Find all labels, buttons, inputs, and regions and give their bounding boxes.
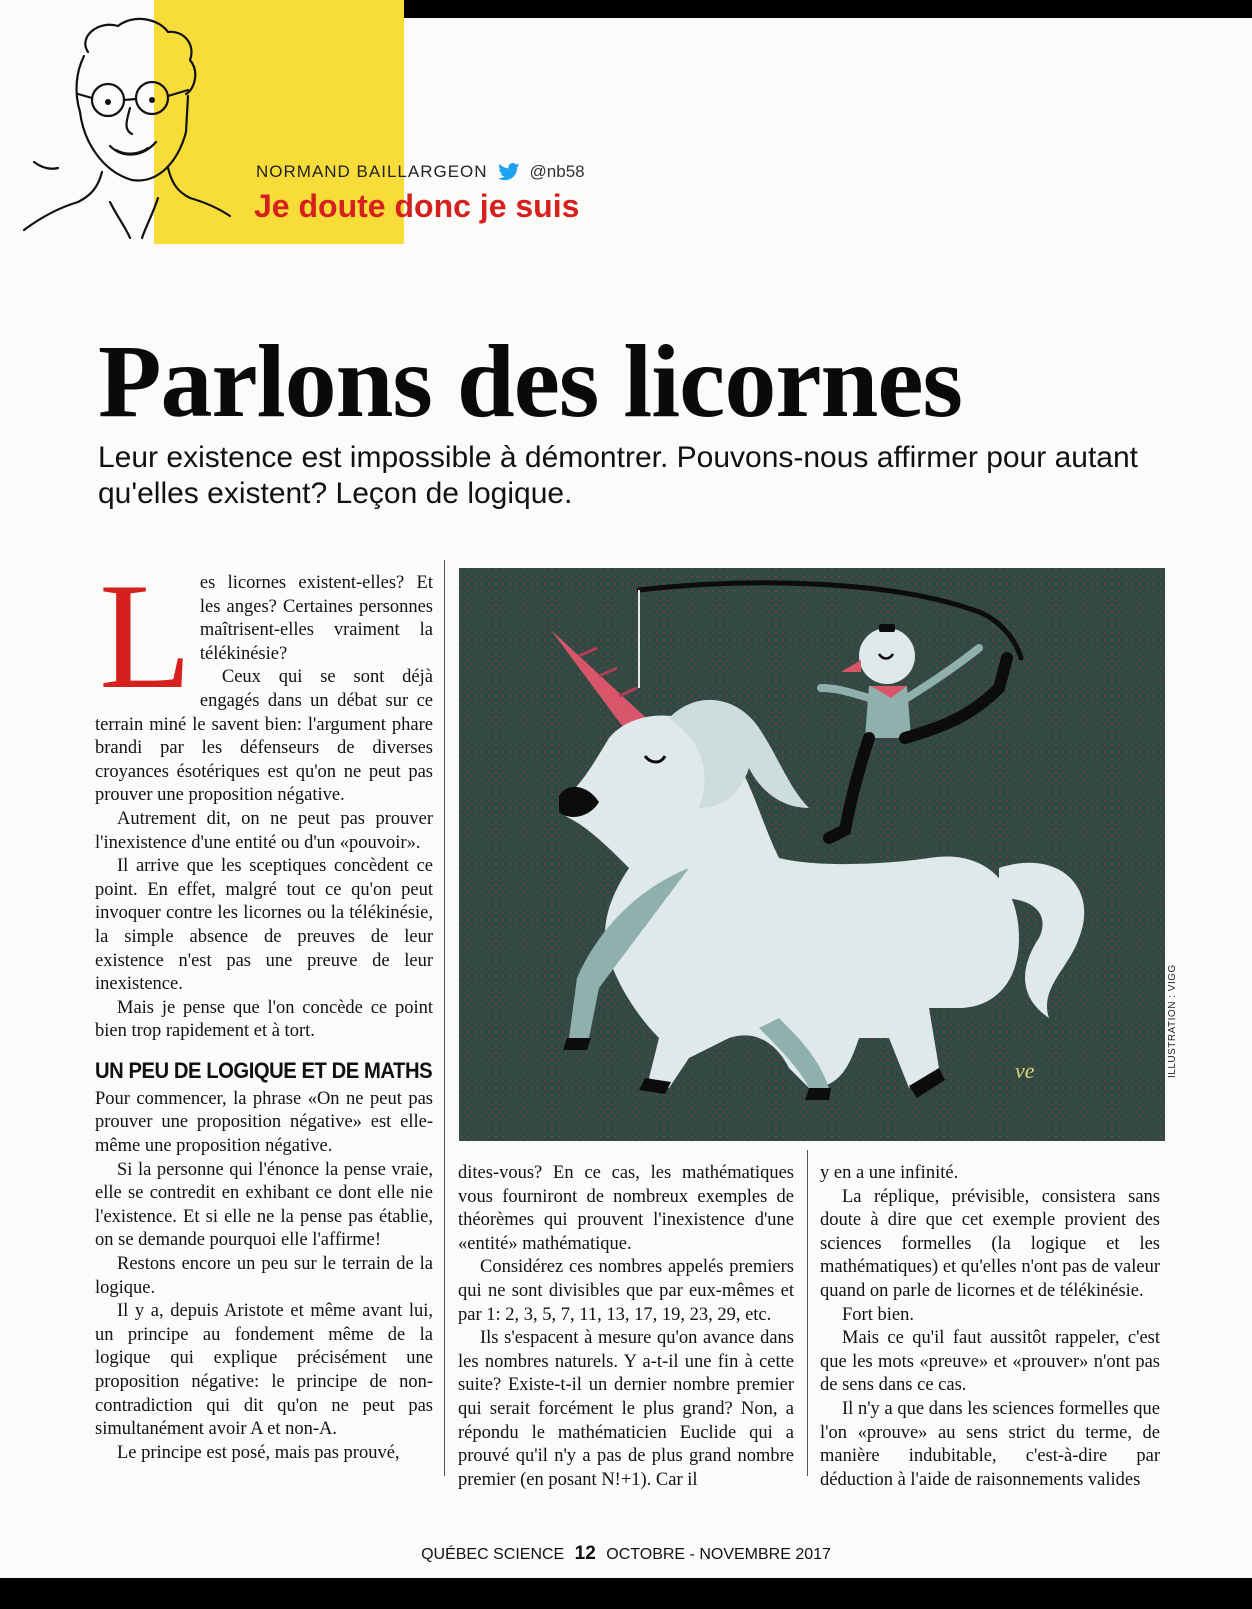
- paragraph: Il n'y a que dans les sciences formelles que l'on «prouve» au sens strict du terme, de manière indubitable, c'est-à-dire par déduction à l'aide de raisonnements valides: [820, 1398, 1160, 1490]
- paragraph: Mais ce qu'il faut aussitôt rappeler, c'est que les mots «preuve» et «prouver» n'ont pas de sens dans ce cas.: [820, 1328, 1160, 1396]
- paragraph: Il y a, depuis Aristote et même avant lui, un principe au fondement même de la logique qui explique précisément une proposition négative: le principe de non-contradiction qui dit qu'on ne peut pas simultanément avoir A et non-A.: [95, 1301, 433, 1440]
- paragraph: Mais je pense que l'on concède ce point bien trop rapidement et à tort.: [95, 997, 433, 1042]
- text-column-1: [95, 552, 433, 1465]
- paragraph-text: es licornes existent-elles? Et les anges? Certaines personnes maîtrisent-elles vraiment la télékinésie?: [199, 573, 433, 664]
- paragraph: Il arrive que les sceptiques concèdent ce point. En effet, malgré tout ce qu'on peut invoquer contre les licornes ou la télékinésie, la simple absence de preuves de leur existence n'est pas une preuve de leur inexistence.: [95, 856, 433, 995]
- magazine-name: QUÉBEC SCIENCE: [421, 1546, 565, 1563]
- subheading: UN PEU DE LOGIQUE ET DE MATHS: [95, 1057, 433, 1083]
- paragraph: Considérez ces nombres appelés premiers qui ne sont divisibles que par eux-mêmes et par 1: 2, 3, 5, 7, 11, 13, 17, 19, 23, 29, etc.: [458, 1257, 794, 1325]
- column-rule: [807, 1150, 808, 1476]
- paragraph: Fort bien.: [842, 1304, 914, 1325]
- headline: Parlons des licornes: [98, 324, 962, 439]
- illustration-credit: ILLUSTRATION : VIGG: [1167, 964, 1178, 1078]
- paragraph: Pour commencer, la phrase «On ne peut pas prouver une proposition négative» est elle-même une proposition négative.: [95, 1088, 433, 1157]
- bottom-black-bar: [0, 1578, 1252, 1609]
- paragraph: y en a une infinité.: [820, 1163, 959, 1183]
- paragraph: Si la personne qui l'énonce la pense vraie, elle se contredit en exhibant ce dont elle nie l'existence. Et si elle ne la pense pas établie, on se demande pourquoi elle l'affirme!: [95, 1159, 433, 1251]
- column-name: Je doute donc je suis: [254, 188, 580, 224]
- paragraph: Ceux qui se sont déjà engagés dans un débat sur ce terrain miné le savent bien: l'argument phare brandi par les défenseurs de diverses croyances ésotériques est qu'on ne peut pas prouver une proposition négative.: [95, 667, 433, 806]
- drop-cap: L: [99, 552, 192, 720]
- author-name: NORMAND BAILLARGEON: [256, 162, 488, 181]
- paragraph: Autrement dit, on ne peut pas prouver l'inexistence d'une entité ou d'un «pouvoir».: [95, 808, 433, 853]
- twitter-handle: @nb58: [529, 162, 585, 181]
- twitter-bird-icon: [498, 163, 520, 181]
- paragraph: Ils s'espacent à mesure qu'on avance dans les nombres naturels. Y a-t-il une fin à cette suite? Existe-t-il un dernier nombre premier qui serait forcément le plus grand? Non, a répondu le mathématicien Euclide qui a prouvé qu'il n'y a pas de plus grand nombre premier (en posant N!+1). Car il: [458, 1328, 794, 1490]
- paragraph: [95, 552, 433, 720]
- unicorn-illustration: [459, 568, 1165, 1141]
- text-column-2: [458, 1162, 794, 1492]
- byline: [256, 162, 585, 182]
- page-number: 12: [574, 1543, 596, 1564]
- issue-date: OCTOBRE - NOVEMBRE 2017: [606, 1546, 831, 1563]
- artist-signature: ve: [1015, 1058, 1035, 1083]
- paragraph: Restons encore un peu sur le terrain de la logique.: [95, 1254, 433, 1298]
- paragraph: Le principe est posé, mais pas prouvé,: [117, 1442, 400, 1463]
- columnist-portrait: [18, 12, 258, 242]
- paragraph: La réplique, prévisible, consistera sans doute à dire que cet exemple provient des sciences formelles (la logique et les mathématiques) et qu'elles n'ont pas de valeur quand on parle de licornes et de télékinésie.: [820, 1186, 1160, 1301]
- unicorn-illustration-art: [459, 568, 1165, 1141]
- column-rule: [444, 560, 445, 1476]
- page-footer: [0, 1543, 1252, 1565]
- text-column-3: [820, 1162, 1160, 1492]
- paragraph: dites-vous? En ce cas, les mathématiques vous fourniront de nombreux exemples de théorèmes qui prouvent l'inexistence d'une «entité» mathématique.: [458, 1163, 794, 1254]
- deck: Leur existence est impossible à démontrer. Pouvons-nous affirmer pour autant qu'elles existent? Leçon de logique.: [98, 441, 1139, 510]
